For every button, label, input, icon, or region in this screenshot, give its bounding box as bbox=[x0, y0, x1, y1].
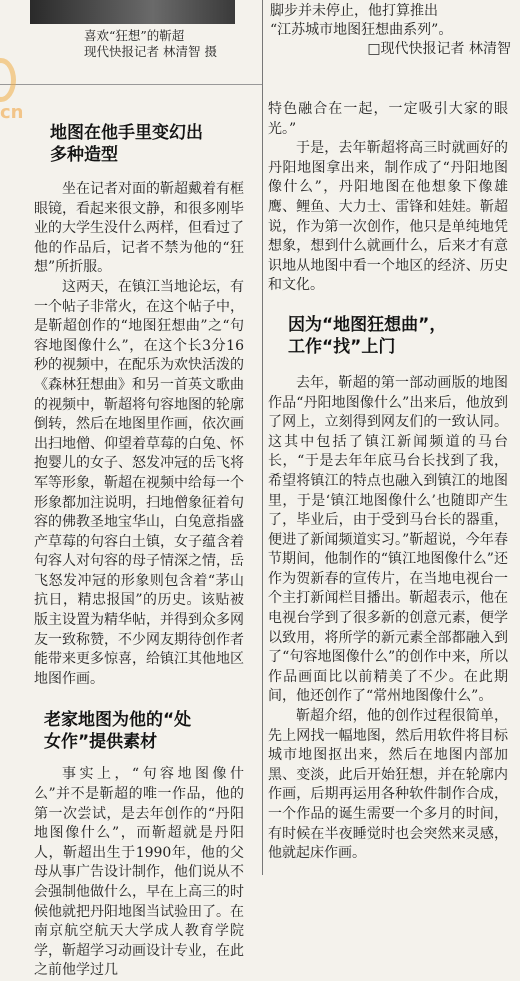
paragraph: 于是，去年靳超将高三时就画好的丹阳地图拿出来，制作成了“丹阳地图像什么”，丹阳地图在他想象下像雄鹰、鲤鱼、大力士、雷锋和娃娃。靳超说，作为第一次创作，他只是单纯地凭想象，想到什么就画什么，后来才有意识地从地图中看一个地区的经济、历史和文化。 bbox=[268, 140, 508, 294]
subheading-line: 老家地图为他的“处 bbox=[44, 710, 192, 731]
paragraph: 去年，靳超的第一部动画版的地图作品“丹阳地图像什么”出来后，他放到了网上，立刻得到网友们的一致认同。这其中包括了镇江新闻频道的马台长，“于是去年年底马台长找到了我，希望将镇江的特点也融入到镇江的地图里，于是‘镇江地图像什么’也随即产生了，毕业后，由于受到马台长的器重，便进了新闻频道实习。”靳超说，今年春节期间，他制作的“镇江地图像什么”还作为贺新春的宣传片，在当地电视台一个主打新闻栏目播出。靳超表示，他在电视台学到了很多新的创意元素，便学以致用，将所学的新元素全部都融入到了“句容地图像什么”的创作中来，所以作品画面比以前精美了不少。在此期间，他还创作了“常州地图像什么”。 bbox=[268, 374, 508, 705]
subheading bbox=[34, 709, 244, 753]
subheading bbox=[34, 122, 244, 166]
subheading-line: 女作”提供素材 bbox=[44, 732, 158, 753]
subheading-line: 多种造型 bbox=[50, 145, 118, 165]
photo-image bbox=[30, 0, 235, 24]
subheading-line: 因为“地图狂想曲”， bbox=[288, 314, 447, 335]
paragraph: 事实上，“句容地图像什么”并不是靳超的唯一作品，他的第一次尝试，是去年创作的“丹阳地图像什么”，而靳超就是丹阳人，靳超出生于1990年，他的父母从事广告设计制作，他们说从不会强制他做什么，早在上高三的时候他就把丹阳地图当试验田了。在南京航空航天大学成人教育学院学，靳超学习动画设计专业，在此之前他学过几 bbox=[34, 766, 244, 979]
reporter-credit: □现代快报记者 林清智 bbox=[367, 41, 511, 57]
paragraph: 坐在记者对面的靳超戴着有框眼镜，看起来很文静，和很多刚毕业的大学生没什么两样，但看过了他的作品后，记者不禁为他的“狂想”所折服。 bbox=[34, 181, 244, 276]
watermark-text: cn bbox=[0, 102, 24, 123]
paragraph-continued: 特色融合在一起，一定吸引大家的眼光。” bbox=[268, 101, 508, 137]
paragraph: 靳超介绍，他的创作过程很简单，先上网找一幅地图，然后用软件将目标城市地图抠出来，然后在地图内部加黑、变淡，此后开始狂想，并在轮廓内作画，后期再运用各种软件制作合成，一个作品的诞生需要一个多月的时间，有时候在半夜睡觉时也会突然来灵感，他就起床作画。 bbox=[268, 708, 508, 862]
subheading-line: 地图在他手里变幻出 bbox=[50, 123, 203, 143]
subheading bbox=[268, 314, 508, 358]
subheading-line: 工作“找”上门 bbox=[288, 336, 396, 357]
photo-caption-line: 喜欢“狂想”的靳超 bbox=[84, 28, 185, 43]
photo-caption-line: 现代快报记者 林清智 摄 bbox=[84, 44, 217, 59]
watermark-logo-icon bbox=[0, 58, 16, 102]
column-divider bbox=[262, 0, 263, 875]
top-right-text bbox=[270, 2, 515, 59]
right-column bbox=[268, 100, 508, 864]
section-divider bbox=[0, 84, 262, 85]
watermark bbox=[0, 58, 34, 138]
top-right-line: 脚步并未停止，他打算推出 bbox=[270, 3, 438, 19]
photo-caption bbox=[84, 28, 264, 60]
top-right-line: “江苏城市地图狂想曲系列”。 bbox=[270, 22, 453, 38]
paragraph: 这两天，在镇江当地论坛，有一个帖子非常火，在这个帖子中，是靳超创作的“地图狂想曲”之“句容地图像什么”，在这个长3分16秒的视频中，在配乐为欢快活泼的《森林狂想曲》和另一首英文歌曲的视频中，靳超将句容地图的轮廓倒转，然后在地图里作画，依次画出扫地僧、仰望着草莓的白兔、怀抱婴儿的女子、怒发冲冠的岳飞将军等形象，靳超在视频中给每一个形象都加注说明，扫地僧象征着句容的佛教圣地宝华山，白兔意指盛产草莓的句容白土镇，女子蕴含着句容人对句容的母子情深之情，岳飞怒发冲冠的形象则包含着“茅山抗日，精忠报国”的历史。该贴被版主设置为精华帖，并得到众多网友一致称赞，不少网友期待创作者能带来更多惊喜，给镇江其他地区地图作画。 bbox=[34, 278, 244, 687]
left-column bbox=[34, 122, 244, 981]
